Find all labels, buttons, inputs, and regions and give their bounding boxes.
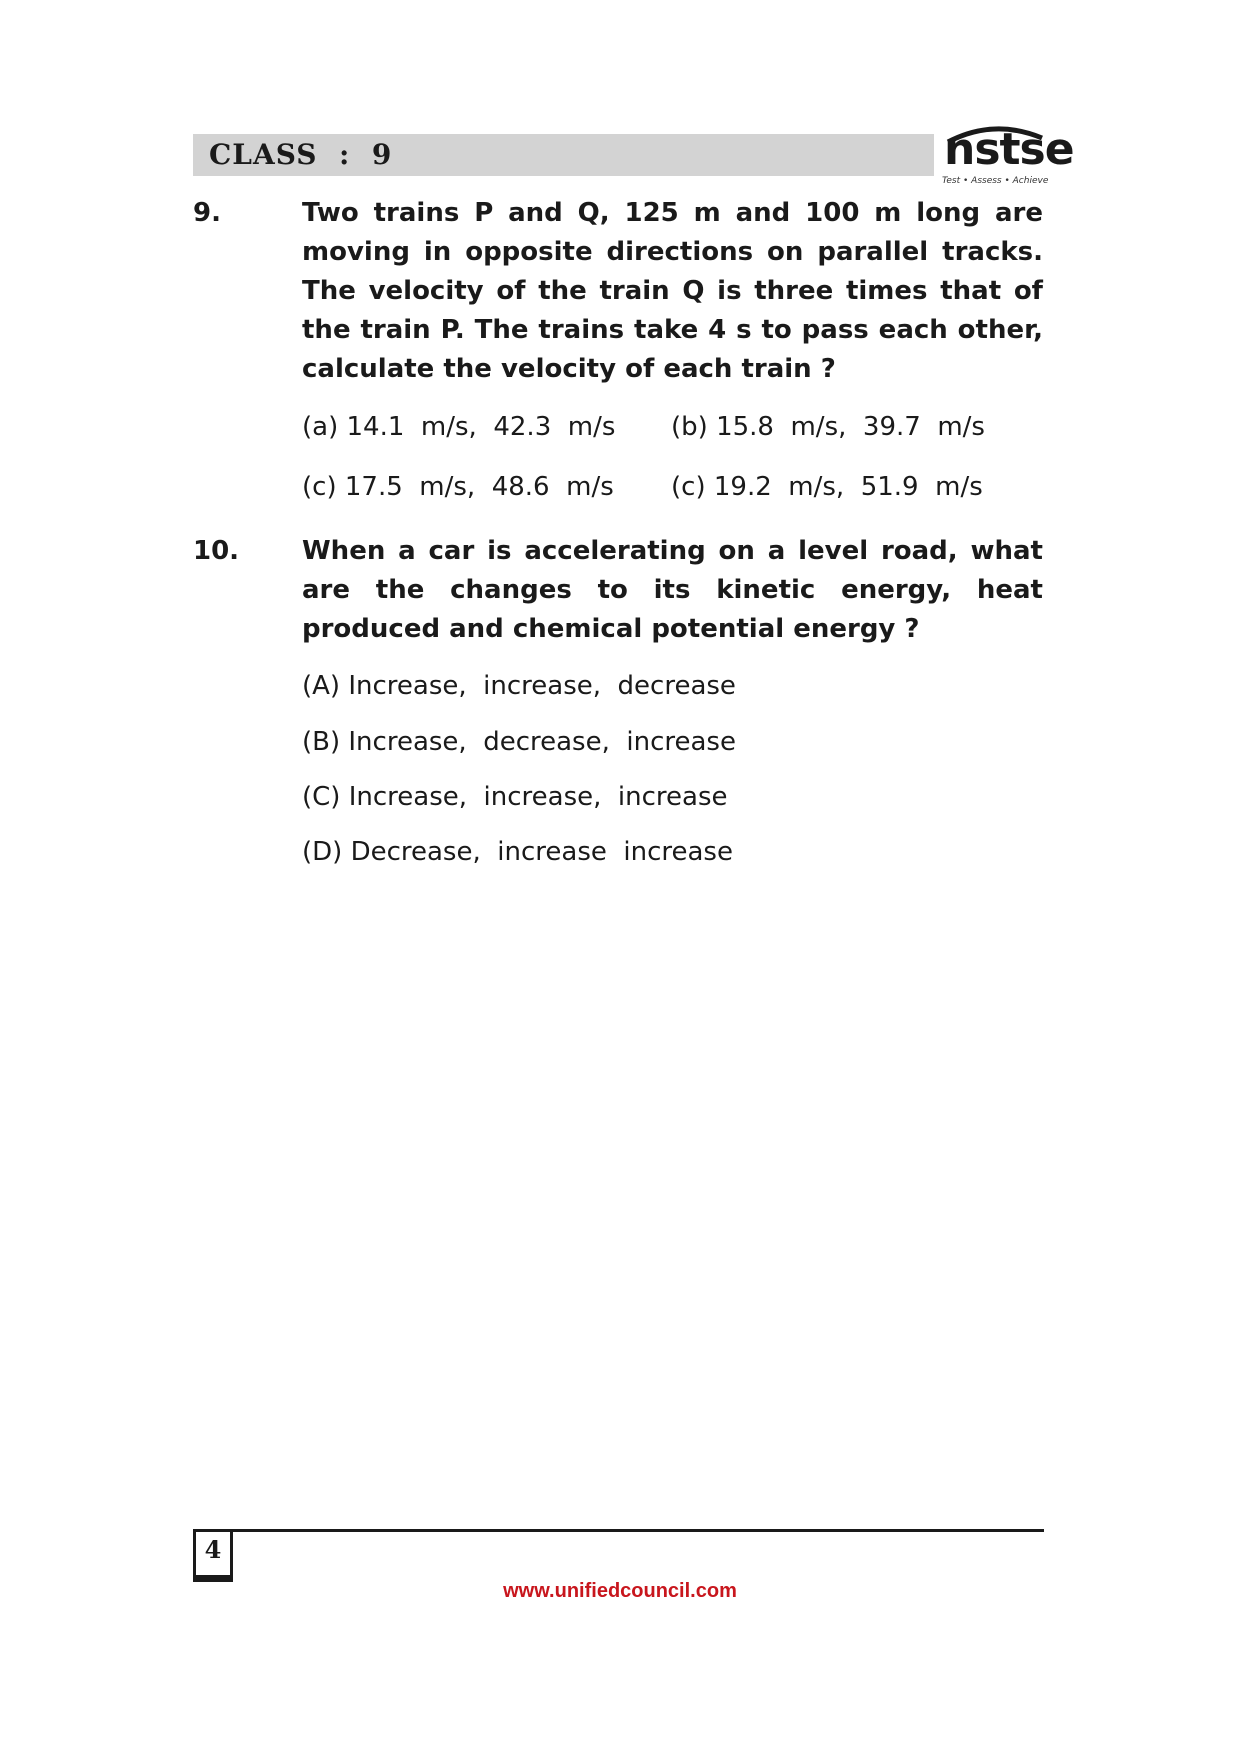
option-label: (a) bbox=[302, 412, 339, 442]
option-a bbox=[302, 408, 615, 447]
footer-divider bbox=[193, 1529, 1044, 1532]
option-text: 17.5 m/s, 48.6 m/s bbox=[344, 472, 614, 502]
question-text: Two trains P and Q, 125 m and 100 m long are moving in opposite directions on parallel tracks. The velocity of the train Q is three times that of the train P. The trains take 4 s to pass each other, calculate the velocity of each train ? bbox=[302, 198, 1043, 384]
option-text: Increase, increase, decrease bbox=[348, 671, 736, 701]
option-label: (b) bbox=[671, 412, 708, 442]
logo-tagline: Test • Assess • Achieve bbox=[942, 176, 1049, 186]
option-text: Increase, increase, increase bbox=[348, 782, 728, 812]
option-text: Decrease, increase increase bbox=[350, 837, 733, 867]
option-b bbox=[671, 408, 985, 447]
website-link[interactable]: www.unifiedcouncil.com bbox=[503, 1580, 737, 1602]
option-label: (c) bbox=[671, 472, 706, 502]
question-10 bbox=[193, 532, 1043, 892]
option-text: 19.2 m/s, 51.9 m/s bbox=[713, 472, 983, 502]
option-label: (D) bbox=[302, 837, 343, 867]
option-a bbox=[302, 667, 736, 706]
logo-wordmark: nstse bbox=[944, 124, 1074, 175]
class-title: CLASS : 9 bbox=[209, 138, 393, 171]
option-b bbox=[302, 723, 736, 762]
option-text: 14.1 m/s, 42.3 m/s bbox=[346, 412, 616, 442]
option-label: (B) bbox=[302, 727, 341, 757]
question-number: 9. bbox=[193, 198, 221, 228]
class-header-bar bbox=[193, 134, 934, 176]
option-text: Increase, decrease, increase bbox=[348, 727, 736, 757]
option-label: (c) bbox=[302, 472, 337, 502]
option-label: (C) bbox=[302, 782, 341, 812]
page-number: 4 bbox=[204, 1535, 222, 1564]
option-text: 15.8 m/s, 39.7 m/s bbox=[716, 412, 985, 442]
option-d bbox=[671, 468, 983, 507]
nstse-logo bbox=[938, 124, 1074, 190]
option-c bbox=[302, 468, 614, 507]
question-text: When a car is accelerating on a level road, what are the changes to its kinetic energy, heat produced and chemical potential energy ? bbox=[302, 536, 1043, 644]
option-d bbox=[302, 833, 733, 872]
page-number-box bbox=[193, 1529, 233, 1582]
question-number: 10. bbox=[193, 536, 240, 566]
question-9 bbox=[193, 194, 1043, 524]
option-label: (A) bbox=[302, 671, 341, 701]
option-c bbox=[302, 778, 728, 817]
